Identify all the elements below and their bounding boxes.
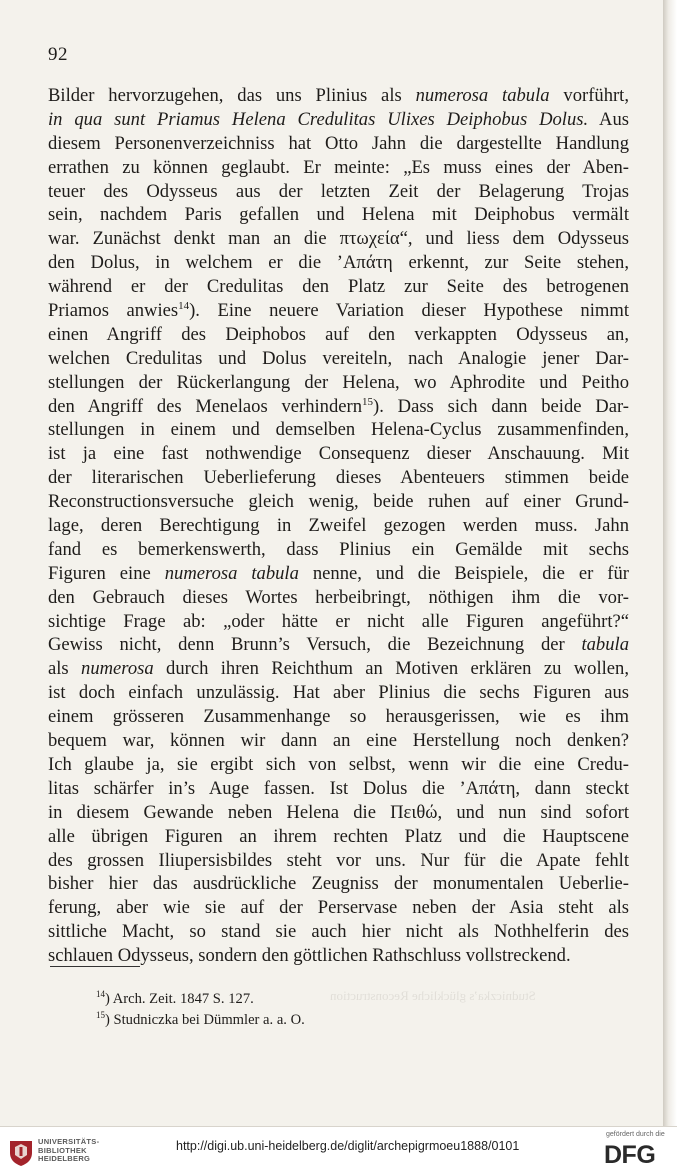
italic-text: tabula [581, 634, 629, 656]
text-line [48, 132, 629, 156]
footnote-number: 14 [96, 989, 105, 999]
footnote-15 [96, 1005, 305, 1026]
footnote-text: ) Arch. Zeit. 1847 S. 127. [105, 990, 254, 1007]
viewer-footer [0, 1126, 677, 1175]
permalink-url[interactable]: http://digi.ub.uni-heidelberg.de/diglit/archepigrmoeu1888/0101 [176, 1139, 520, 1153]
text-segment: den Gebrauch dieses Wortes herbeibringt, nöthigen ihm die vor- [48, 586, 629, 608]
text-segment: Ich glaube ja, sie ergibt sich von selbst, wenn wir die eine Credu- [48, 753, 629, 775]
text-line [48, 633, 629, 657]
text-segment: einem grösseren Zusammenhange so herausgerissen, wie es ihm [48, 706, 629, 728]
text-line [48, 920, 629, 944]
text-segment: sittliche Macht, so stand sie auch hier nicht als Nothhelferin des [48, 921, 629, 943]
text-segment: bisher hier das ausdrückliche Zeugniss der monumentalen Ueberlie- [48, 873, 629, 895]
text-segment: ). Eine neuere Variation dieser Hypothese nimmt [189, 300, 629, 322]
text-segment: Bilder hervorzugehen, das uns Plinius als [48, 85, 416, 106]
institution-name: UNIVERSITÄTS- BIBLIOTHEK HEIDELBERG [38, 1137, 100, 1163]
text-line [48, 801, 629, 825]
text-line [48, 84, 629, 108]
text-segment: ferung, aber wie sie auf der Perservase neben der Asia steht als [48, 897, 629, 919]
university-seal-icon [8, 1137, 34, 1167]
text-segment: stellungen in einem und demselben Helena-Cyclus zusammenfinden, [48, 419, 629, 441]
text-line [48, 490, 629, 514]
text-segment: als [48, 658, 82, 680]
text-segment: stellungen der Rückerlangung der Helena, wo Aphrodite und Peitho [48, 371, 629, 393]
page-number: 92 [48, 44, 68, 65]
text-line [48, 777, 629, 801]
text-line [48, 323, 629, 347]
text-line [48, 156, 629, 180]
text-line [48, 442, 629, 466]
text-line [48, 395, 629, 419]
text-segment: während er der Credulitas den Platz zur Seite des betrogenen [48, 276, 629, 298]
footnote-rule [50, 966, 140, 967]
text-line [48, 944, 629, 968]
text-line [48, 538, 629, 562]
italic-text: numerosa tabula [415, 85, 550, 106]
text-segment: durch ihren Reichthum an Motiven erklären zu wollen, [153, 658, 629, 680]
footnotes [96, 984, 305, 1026]
text-segment: des grossen Iliupersisbildes steht vor uns. Nur für die Apate fehlt [48, 849, 629, 871]
text-line [48, 562, 629, 586]
text-line [48, 251, 629, 275]
text-line [48, 371, 629, 395]
text-segment: Gewiss nicht, denn Brunn’s Versuch, die Bezeichnung der [48, 634, 582, 656]
text-segment: Priamos anwies [48, 300, 179, 322]
text-line [48, 466, 629, 490]
italic-text: in qua sunt Priamus Helena Credulitas Ulixes Deiphobus Dolus. [48, 108, 589, 130]
text-segment: Figuren eine [48, 562, 165, 584]
text-segment: der literarischen Ueberlieferung dieses Abenteuers stimmen beide [48, 467, 629, 489]
footnote-reference: 15 [362, 395, 374, 408]
page-edge-shadow [663, 0, 677, 1126]
text-line [48, 610, 629, 634]
funded-by-label: gefördert durch die [606, 1131, 665, 1138]
footnote-reference: 14 [178, 299, 190, 312]
text-segment: Aus [588, 108, 629, 130]
text-segment: in diesem Gewande neben Helena die Πειθώ, und nun sind sofort [48, 801, 629, 823]
italic-text: numerosa tabula [164, 562, 299, 584]
text-line [48, 849, 629, 873]
bleed-through-text: Studniczka’s glückliche Reconstruction [330, 988, 536, 1003]
text-segment: diesem Personenverzeichniss hat Otto Jahn die dargestellte Handlung [48, 132, 629, 154]
text-line [48, 586, 629, 610]
text-segment: sein, nachdem Paris gefallen und Helena mit Deiphobus vermält [48, 204, 629, 226]
text-segment: welchen Credulitas und Dolus vereiteln, nach Analogie jener Dar- [48, 347, 629, 369]
text-segment: alle übrigen Figuren an ihrem rechten Platz und die Hauptscene [48, 825, 629, 847]
text-segment: den Angriff des Menelaos verhindern [48, 395, 363, 417]
text-line [48, 227, 629, 251]
text-line [48, 514, 629, 538]
text-line [48, 896, 629, 920]
text-line [48, 418, 629, 442]
body-text [48, 84, 629, 968]
text-segment: ist ja eine fast nothwendige Consequenz dieser Anschauung. Mit [48, 443, 629, 465]
text-segment: litas schärfer in’s Auge fassen. Ist Dolus die ’Απάτη, dann steckt [48, 777, 629, 799]
footnote-14 [96, 984, 305, 1005]
text-segment: errathen zu können geglaubt. Er meinte: „Es muss eines der Aben- [48, 156, 629, 178]
text-line [48, 299, 629, 323]
text-line [48, 108, 629, 132]
text-line [48, 872, 629, 896]
text-line [48, 657, 629, 681]
text-segment: teuer des Odysseus aus der letzten Zeit der Belagerung Trojas [48, 180, 629, 202]
text-segment: schlauen Odysseus, sondern den göttlichen Rathschluss vollstreckend. [48, 945, 571, 967]
text-segment: ist doch einfach unzulässig. Hat aber Plinius die sechs Figuren aus [48, 682, 629, 704]
text-line [48, 681, 629, 705]
text-line [48, 347, 629, 371]
text-line [48, 275, 629, 299]
text-line [48, 753, 629, 777]
text-segment: nenne, und die Beispiele, die er für [298, 562, 629, 584]
text-segment: vorführt, [549, 85, 629, 106]
text-segment: fand es bemerkenswerth, dass Plinius ein Gemälde mit sechs [48, 538, 629, 560]
text-segment: bequem war, können wir dann an eine Herstellung noch denken? [48, 730, 629, 752]
text-line [48, 825, 629, 849]
footnote-number: 15 [96, 1010, 105, 1020]
text-segment: ). Dass sich dann beide Dar- [373, 395, 629, 417]
text-segment: einen Angriff des Deiphobos auf den verkappten Odysseus an, [48, 323, 629, 345]
text-segment: war. Zunächst denkt man an die πτωχεία“, und liess dem Odysseus [48, 228, 629, 250]
text-segment: sichtige Frage ab: „oder hätte er nicht alle Figuren angeführt?“ [48, 610, 629, 632]
text-segment: lage, deren Berechtigung in Zweifel gezogen werden muss. Jahn [48, 515, 629, 537]
text-segment: Reconstructionsversuche gleich wenig, beide ruhen auf einer Grund- [48, 491, 629, 513]
italic-text: numerosa [81, 658, 154, 680]
text-line [48, 180, 629, 204]
text-line [48, 705, 629, 729]
text-line [48, 203, 629, 227]
text-segment: den Dolus, in welchem er die ’Απάτη erkennt, zur Seite stehen, [48, 252, 629, 274]
dfg-logo: DFG [604, 1141, 656, 1169]
footnote-text: ) Studniczka bei Dümmler a. a. O. [105, 1011, 305, 1028]
text-line [48, 729, 629, 753]
